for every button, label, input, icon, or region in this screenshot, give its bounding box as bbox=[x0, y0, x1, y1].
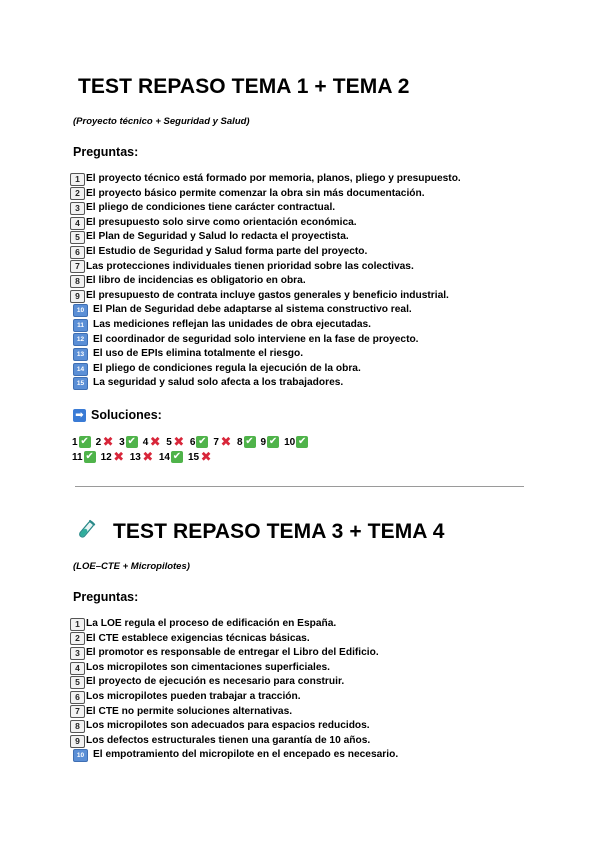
question-item bbox=[70, 675, 398, 690]
question-item bbox=[70, 333, 461, 348]
solution-number: 8 bbox=[236, 436, 243, 448]
keycap-number-icon: 4 bbox=[70, 217, 85, 230]
solutions-heading: Soluciones: bbox=[91, 408, 162, 422]
solution-item bbox=[261, 436, 280, 448]
solution-item bbox=[101, 451, 125, 463]
keycap-number-icon: 1 bbox=[70, 173, 85, 186]
question-item bbox=[70, 632, 398, 647]
keycap-number-icon: 6 bbox=[70, 691, 85, 704]
cross-mark-icon: ✖ bbox=[220, 434, 232, 449]
question-text: El proyecto de ejecución es necesario para construir. bbox=[86, 676, 345, 688]
keycap-number-icon: 9 bbox=[70, 290, 85, 303]
keycap-number-icon: 6 bbox=[70, 246, 85, 259]
question-item bbox=[70, 318, 461, 333]
solution-item bbox=[72, 451, 96, 463]
question-text: Los micropilotes son cimentaciones superficiales. bbox=[86, 661, 331, 673]
question-item bbox=[70, 719, 398, 734]
keycap-number-icon: 9 bbox=[70, 735, 85, 748]
solution-number: 2 bbox=[95, 436, 102, 448]
solution-number: 14 bbox=[158, 451, 170, 463]
keycap-number-icon: 12 bbox=[73, 333, 88, 346]
solutions-row-2 bbox=[72, 451, 214, 463]
question-item bbox=[70, 172, 461, 187]
test-tube-icon bbox=[75, 519, 99, 544]
question-text: La LOE regula el proceso de edificación en España. bbox=[86, 618, 337, 629]
question-text: El libro de incidencias es obligatorio en obra. bbox=[86, 275, 306, 287]
question-text: Los micropilotes son adecuados para espacios reducidos. bbox=[86, 720, 370, 732]
question-item bbox=[70, 705, 398, 720]
cross-mark-icon: ✖ bbox=[149, 434, 161, 449]
solution-item bbox=[119, 436, 138, 448]
question-text: El pliego de condiciones tiene carácter contractual. bbox=[86, 202, 336, 214]
question-text: El empotramiento del micropilote en el encepado es necesario. bbox=[93, 749, 399, 761]
solution-number: 6 bbox=[189, 436, 196, 448]
solution-item bbox=[188, 451, 212, 463]
keycap-number-icon: 8 bbox=[70, 275, 85, 288]
question-text: La seguridad y salud solo afecta a los trabajadores. bbox=[93, 377, 344, 389]
check-mark-icon: ✔ bbox=[80, 436, 89, 447]
question-item bbox=[70, 734, 398, 749]
solution-number: 12 bbox=[100, 451, 112, 463]
section2-question-list bbox=[70, 617, 398, 763]
question-text: El uso de EPIs elimina totalmente el riesgo. bbox=[93, 348, 304, 360]
question-text: El Plan de Seguridad debe adaptarse al sistema constructivo real. bbox=[93, 304, 412, 316]
keycap-number-icon: 2 bbox=[70, 187, 85, 200]
question-item bbox=[70, 347, 461, 362]
question-item bbox=[70, 661, 398, 676]
keycap-number-icon: 11 bbox=[73, 319, 88, 332]
solution-item bbox=[96, 436, 115, 448]
question-item bbox=[70, 303, 461, 318]
solution-item bbox=[72, 436, 91, 448]
solution-number: 13 bbox=[129, 451, 141, 463]
question-item bbox=[70, 646, 398, 661]
solution-number: 1 bbox=[72, 436, 78, 448]
keycap-number-icon: 3 bbox=[70, 647, 85, 660]
question-item bbox=[70, 260, 461, 275]
check-mark-icon: ✔ bbox=[127, 436, 136, 447]
solution-item bbox=[237, 436, 256, 448]
keycap-number-icon: 4 bbox=[70, 662, 85, 675]
solution-number: 3 bbox=[119, 436, 125, 448]
keycap-number-icon: 10 bbox=[73, 749, 88, 762]
solution-number: 7 bbox=[213, 436, 219, 448]
section2-questions-heading: Preguntas: bbox=[73, 590, 139, 604]
keycap-number-icon: 5 bbox=[70, 231, 85, 244]
question-item bbox=[70, 201, 461, 216]
solution-number: 15 bbox=[187, 451, 200, 463]
section1-subtitle: (Proyecto técnico + Seguridad y Salud) bbox=[73, 116, 250, 127]
solution-item bbox=[284, 436, 308, 448]
question-text: El CTE no permite soluciones alternativas. bbox=[86, 705, 293, 717]
keycap-number-icon: 3 bbox=[70, 202, 85, 215]
question-text: El presupuesto de contrata incluye gastos generales y beneficio industrial. bbox=[86, 289, 449, 301]
solution-number: 5 bbox=[166, 436, 172, 448]
keycap-number-icon: 2 bbox=[70, 632, 85, 645]
question-text: El proyecto básico permite comenzar la obra sin más documentación. bbox=[86, 187, 425, 199]
keycap-number-icon: 13 bbox=[73, 348, 88, 361]
solution-item bbox=[130, 451, 154, 463]
question-text: Las protecciones individuales tienen prioridad sobre las colectivas. bbox=[86, 260, 414, 272]
question-item bbox=[70, 216, 461, 231]
question-text: El pliego de condiciones regula la ejecución de la obra. bbox=[93, 362, 361, 374]
cross-mark-icon: ✖ bbox=[113, 449, 125, 464]
question-item bbox=[70, 187, 461, 202]
check-mark-icon: ✔ bbox=[297, 436, 307, 447]
cross-mark-icon: ✖ bbox=[200, 449, 212, 464]
question-text: Los defectos estructurales tienen una garantía de 10 años. bbox=[86, 734, 371, 746]
question-item bbox=[70, 230, 461, 245]
keycap-number-icon: 14 bbox=[73, 363, 88, 376]
question-item bbox=[70, 617, 398, 632]
keycap-number-icon: 7 bbox=[70, 705, 85, 718]
question-text: El Plan de Seguridad y Salud lo redacta el proyectista. bbox=[86, 231, 349, 243]
solution-item bbox=[213, 436, 232, 448]
keycap-number-icon: 7 bbox=[70, 260, 85, 273]
solution-item bbox=[143, 436, 162, 448]
solution-number: 11 bbox=[72, 451, 83, 463]
keycap-number-icon: 10 bbox=[73, 304, 88, 317]
question-item bbox=[70, 362, 461, 377]
section1-title: TEST REPASO TEMA 1 + TEMA 2 bbox=[78, 75, 410, 98]
arrow-right-icon: ➡ bbox=[73, 409, 86, 422]
solution-item bbox=[190, 436, 209, 448]
section2-title: TEST REPASO TEMA 3 + TEMA 4 bbox=[112, 520, 445, 543]
keycap-number-icon: 15 bbox=[73, 377, 88, 390]
solution-item bbox=[159, 451, 183, 463]
question-text: El presupuesto solo sirve como orientación económica. bbox=[86, 216, 357, 228]
question-item bbox=[70, 376, 461, 391]
question-text: Las mediciones reflejan las unidades de obra ejecutadas. bbox=[93, 318, 371, 330]
cross-mark-icon: ✖ bbox=[173, 434, 185, 449]
solutions-row-1 bbox=[72, 436, 310, 448]
check-mark-icon: ✔ bbox=[245, 436, 254, 447]
solution-number: 9 bbox=[260, 436, 267, 448]
section1-questions-heading: Preguntas: bbox=[73, 145, 139, 159]
cross-mark-icon: ✖ bbox=[142, 449, 154, 464]
solution-item bbox=[166, 436, 185, 448]
question-item bbox=[70, 274, 461, 289]
question-text: El coordinador de seguridad solo interviene en la fase de proyecto. bbox=[93, 333, 419, 345]
question-text: El Estudio de Seguridad y Salud forma parte del proyecto. bbox=[86, 245, 368, 257]
question-text: El promotor es responsable de entregar el Libro del Edificio. bbox=[86, 647, 379, 659]
question-text: El proyecto técnico está formado por memoria, planos, pliego y presupuesto. bbox=[86, 173, 461, 184]
question-text: Los micropilotes pueden trabajar a tracción. bbox=[86, 690, 301, 702]
section2-title-row bbox=[75, 519, 445, 544]
solution-number: 10 bbox=[284, 436, 296, 448]
cross-mark-icon: ✖ bbox=[102, 434, 114, 449]
question-item bbox=[70, 289, 461, 304]
check-mark-icon: ✔ bbox=[172, 451, 182, 462]
check-mark-icon: ✔ bbox=[198, 436, 207, 447]
question-text: El CTE establece exigencias técnicas básicas. bbox=[86, 632, 310, 644]
check-mark-icon: ✔ bbox=[268, 436, 278, 447]
solutions-heading-row bbox=[73, 408, 162, 422]
section1-question-list bbox=[70, 172, 461, 391]
keycap-number-icon: 1 bbox=[70, 618, 85, 631]
keycap-number-icon: 8 bbox=[70, 720, 85, 733]
section-divider bbox=[75, 486, 524, 487]
question-item bbox=[70, 245, 461, 260]
question-item bbox=[70, 690, 398, 705]
section2-subtitle: (LOE–CTE + Micropilotes) bbox=[73, 561, 190, 572]
check-mark-icon: ✔ bbox=[85, 451, 94, 462]
keycap-number-icon: 5 bbox=[70, 676, 85, 689]
solution-number: 4 bbox=[142, 436, 149, 448]
question-item bbox=[70, 748, 398, 763]
